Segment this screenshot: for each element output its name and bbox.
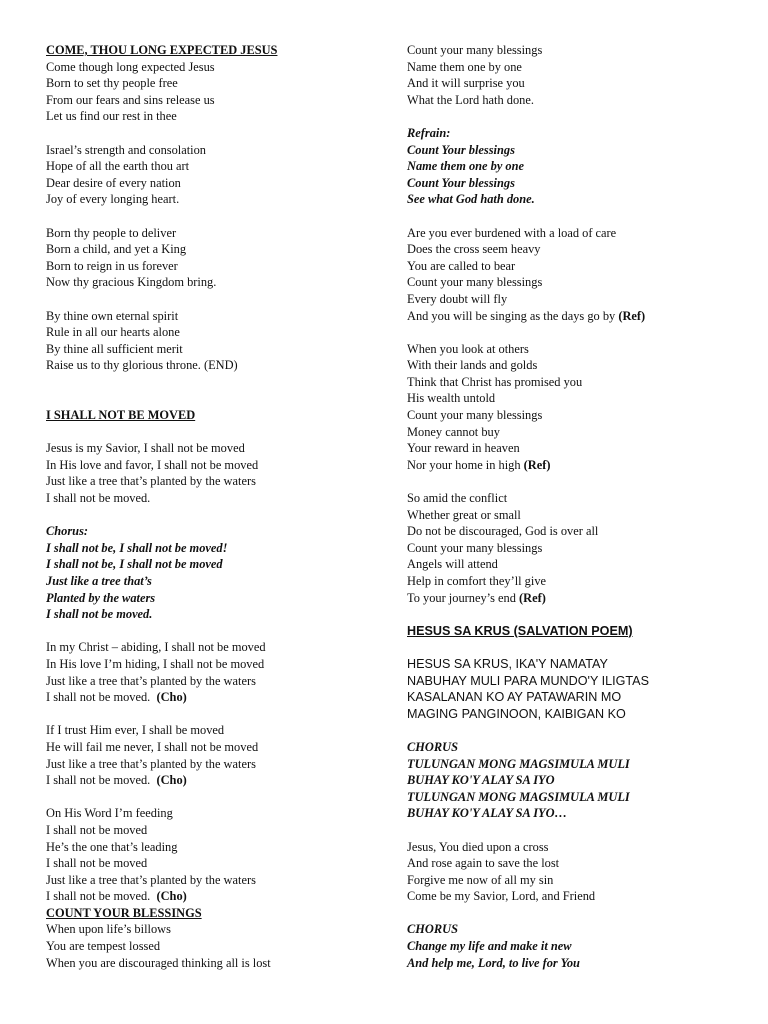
lyric-line: Jesus, You died upon a cross	[407, 839, 549, 854]
lyric-line: He’s the one that’s leading	[46, 839, 178, 854]
lyric-line: From our fears and sins release us	[46, 92, 215, 107]
lyric-line: Jesus is my Savior, I shall not be moved	[46, 441, 245, 456]
chorus-tag: (Cho)	[156, 889, 187, 904]
lyric-line: Born thy people to deliver	[46, 225, 177, 240]
lyric-text: I shall not be moved.	[46, 690, 151, 705]
lyric-line: NABUHAY MULI PARA MUNDO'Y ILIGTAS	[407, 673, 649, 688]
refrain-line: Name them one by one	[407, 159, 525, 174]
lyric-line-with-tag	[46, 772, 376, 789]
chorus-line: Change my life and make it new	[407, 939, 572, 954]
lyric-line: I shall not be moved	[46, 856, 148, 871]
lyric-text: To your journey’s end	[407, 590, 520, 605]
song-title: COUNT YOUR BLESSINGS	[46, 905, 202, 920]
chorus-line: I shall not be moved.	[46, 607, 153, 622]
lyric-line: Your reward in heaven	[407, 441, 520, 456]
refrain-line: Count Your blessings	[407, 175, 515, 190]
lyric-line: Just like a tree that’s planted by the waters	[46, 474, 256, 489]
lyric-line: Raise us to thy glorious throne. (END)	[46, 358, 238, 373]
refrain-tag: (Ref)	[523, 457, 551, 472]
lyric-line-with-tag	[46, 888, 376, 905]
lyric-line: Count your many blessings	[407, 275, 543, 290]
song-title: HESUS SA KRUS (SALVATION POEM)	[407, 623, 633, 638]
lyric-line: Born a child, and yet a King	[46, 242, 187, 257]
lyric-line: Count your many blessings	[407, 43, 543, 57]
chorus-line: And help me, Lord, to live for You	[407, 955, 580, 970]
chorus-line: BUHAY KO'Y ALAY SA IYO	[407, 773, 555, 788]
lyric-line: Money cannot buy	[407, 424, 500, 439]
lyric-line-with-tag	[407, 590, 747, 607]
chorus-line: I shall not be, I shall not be moved!	[46, 540, 228, 555]
lyric-line: Joy of every longing heart.	[46, 192, 180, 207]
lyric-line: When you look at others	[407, 341, 529, 356]
lyric-text: I shall not be moved.	[46, 773, 151, 788]
refrain-line: Count Your blessings	[407, 142, 515, 157]
lyric-line: Count your many blessings	[407, 408, 543, 423]
lyric-line: HESUS SA KRUS, IKA'Y NAMATAY	[407, 656, 608, 671]
lyric-line: And rose again to save the lost	[407, 856, 560, 871]
lyric-line: And it will surprise you	[407, 76, 525, 91]
lyric-line: His wealth untold	[407, 391, 496, 406]
refrain-line: See what God hath done.	[407, 192, 535, 207]
lyric-line: Are you ever burdened with a load of care	[407, 225, 617, 240]
chorus-line: Just like a tree that’s	[46, 574, 152, 588]
lyric-line: Think that Christ has promised you	[407, 374, 583, 389]
lyric-line: You are tempest lossed	[46, 939, 161, 954]
chorus-line: Planted by the waters	[46, 590, 156, 605]
lyric-line: Angels will attend	[407, 557, 498, 572]
lyric-text: And you will be singing as the days go by	[407, 308, 619, 323]
refrain-label: Refrain:	[407, 125, 451, 140]
lyric-line: By thine all sufficient merit	[46, 341, 183, 356]
lyric-line: Dear desire of every nation	[46, 175, 181, 190]
lyric-line: With their lands and golds	[407, 358, 538, 373]
lyric-line: On His Word I’m feeding	[46, 806, 173, 821]
lyric-line: In His love and favor, I shall not be moved	[46, 457, 259, 472]
chorus-line: TULUNGAN MONG MAGSIMULA MULI	[407, 756, 630, 771]
lyric-line: Help in comfort they’ll give	[407, 574, 547, 588]
lyric-line: In my Christ – abiding, I shall not be moved	[46, 640, 266, 655]
lyric-line: I shall not be moved	[46, 822, 148, 837]
lyric-line: Now thy gracious Kingdom bring.	[46, 275, 217, 290]
lyric-line: Come though long expected Jesus	[46, 59, 215, 74]
chorus-label: Chorus:	[46, 524, 89, 539]
lyric-line: Rule in all our hearts alone	[46, 325, 180, 340]
lyric-line: Name them one by one	[407, 59, 522, 74]
chorus-label: CHORUS	[407, 922, 458, 937]
lyric-line: By thine own eternal spirit	[46, 308, 179, 323]
lyric-line: I shall not be moved.	[46, 491, 151, 506]
lyric-line: MAGING PANGINOON, KAIBIGAN KO	[407, 706, 626, 721]
lyric-line: Every doubt will fly	[407, 291, 508, 306]
left-column	[46, 42, 376, 971]
lyric-line: Born to reign in us forever	[46, 258, 178, 273]
lyric-line: So amid the conflict	[407, 491, 508, 506]
lyric-text: I shall not be moved.	[46, 889, 151, 904]
lyric-line: Count your many blessings	[407, 540, 543, 555]
lyric-line: Let us find our rest in thee	[46, 109, 177, 124]
lyric-line: Just like a tree that’s planted by the waters	[46, 872, 256, 887]
chorus-tag: (Cho)	[156, 773, 187, 788]
lyric-line-with-tag	[407, 308, 747, 325]
lyric-line: Israel’s strength and consolation	[46, 142, 207, 157]
song-title: COME, THOU LONG EXPECTED JESUS	[46, 43, 278, 57]
refrain-tag: (Ref)	[519, 590, 546, 605]
refrain-tag: (Ref)	[618, 308, 646, 323]
lyric-line: When you are discouraged thinking all is lost	[46, 955, 271, 970]
chorus-line: TULUNGAN MONG MAGSIMULA MULI	[407, 789, 630, 804]
lyric-text: Nor your home in high	[407, 457, 524, 472]
lyric-line: Just like a tree that’s planted by the waters	[46, 756, 256, 771]
lyric-line: If I trust Him ever, I shall be moved	[46, 723, 225, 738]
lyric-line: Born to set thy people free	[46, 76, 178, 91]
chorus-tag: (Cho)	[156, 690, 187, 705]
lyric-line-with-tag	[407, 457, 747, 474]
lyric-line: Whether great or small	[407, 507, 521, 522]
song-title: I SHALL NOT BE MOVED	[46, 408, 196, 423]
lyric-line: Do not be discouraged, God is over all	[407, 524, 599, 539]
right-column	[407, 42, 747, 971]
lyric-line: You are called to bear	[407, 258, 516, 273]
lyric-line: What the Lord hath done.	[407, 92, 534, 107]
lyric-line: Come be my Savior, Lord, and Friend	[407, 889, 596, 904]
lyric-line: Forgive me now of all my sin	[407, 872, 554, 887]
lyric-line-with-tag	[46, 689, 376, 706]
lyric-line: KASALANAN KO AY PATAWARIN MO	[407, 690, 622, 705]
lyric-line: Does the cross seem heavy	[407, 242, 541, 257]
chorus-label: CHORUS	[407, 739, 458, 754]
chorus-line: I shall not be, I shall not be moved	[46, 557, 223, 572]
lyric-line: Just like a tree that’s planted by the waters	[46, 673, 256, 688]
lyric-line: Hope of all the earth thou art	[46, 159, 190, 174]
lyric-line: In His love I’m hiding, I shall not be moved	[46, 656, 265, 671]
lyric-line: When upon life’s billows	[46, 922, 171, 937]
chorus-line: BUHAY KO'Y ALAY SA IYO…	[407, 806, 567, 821]
lyric-line: He will fail me never, I shall not be moved	[46, 739, 259, 754]
